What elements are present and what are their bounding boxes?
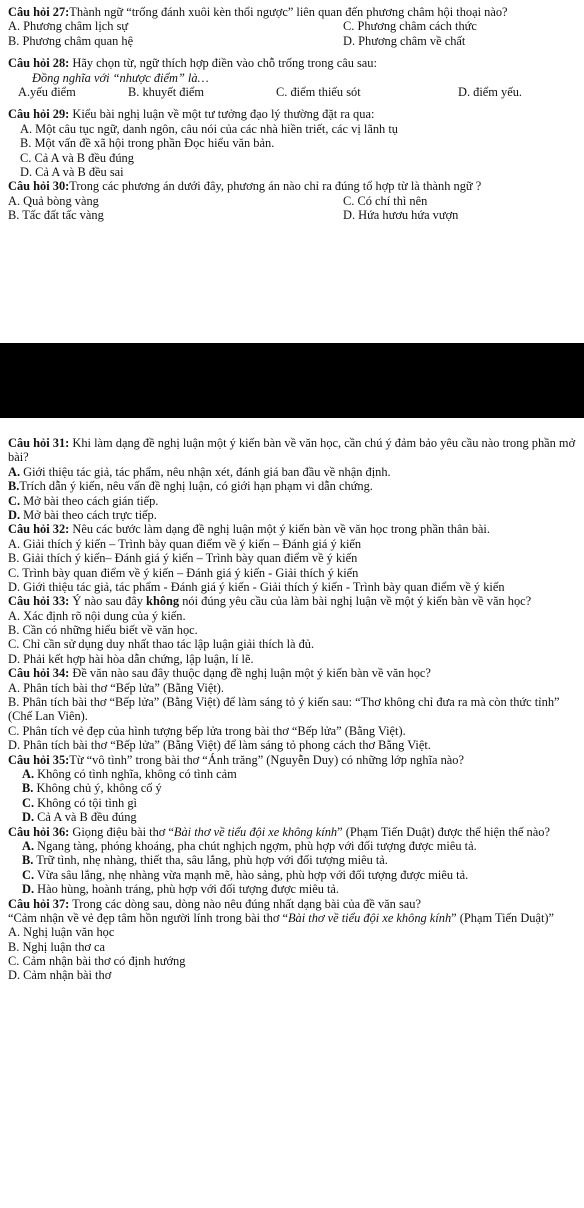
option-b[interactable]: B. Không chủ ý, không cố ý — [22, 781, 162, 796]
option-a[interactable]: A. Xác định rõ nội dung của ý kiến. — [8, 608, 186, 623]
option-c[interactable]: C. Vừa sâu lắng, nhẹ nhàng vừa mạnh mẽ, hào sảng, phù hợp với đối tượng được miêu tả. — [22, 867, 469, 882]
question-prompt: “Cảm nhận về vẻ đẹp tâm hồn người lính trong bài thơ “Bài thơ về tiểu đội xe không kính” (Phạm Tiến Duật)” — [8, 910, 555, 925]
question-text: Câu hỏi 36: Giọng điệu bài thơ “Bài thơ về tiểu đội xe không kính” (Phạm Tiến Duật) được thể hiện thế nào? — [8, 824, 550, 839]
option-c[interactable]: C. điểm thiếu sót — [276, 84, 361, 99]
question-37 — [8, 897, 576, 983]
option-d[interactable]: D. điểm yếu. — [458, 84, 523, 99]
option-d[interactable]: D. Mở bài theo cách trực tiếp. — [8, 507, 157, 522]
option-a[interactable]: A. Một câu tục ngữ, danh ngôn, câu nói của các nhà hiền triết, các vị lãnh tụ — [20, 121, 398, 136]
question-number: Câu hỏi 35: — [8, 752, 70, 767]
question-text: Câu hỏi 28: Hãy chọn từ, ngữ thích hợp điền vào chỗ trống trong câu sau: — [8, 56, 377, 71]
option-b[interactable]: B. Một vấn đề xã hội trong phần Đọc hiểu văn bản. — [20, 136, 275, 151]
question-prompt: Đồng nghĩa với “nhược điểm” là… — [32, 70, 209, 85]
question-31 — [8, 436, 576, 522]
option-d[interactable]: D. Cả A và B đều đúng — [22, 810, 137, 825]
option-b[interactable]: B. Trữ tình, nhẹ nhàng, thiết tha, sâu lắng, phù hợp với đối tượng miêu tả. — [22, 853, 388, 868]
option-a[interactable]: A. Giới thiệu tác giả, tác phẩm, nêu nhận xét, đánh giá ban đầu về nhận định. — [8, 464, 391, 479]
question-28 — [8, 56, 576, 99]
option-a[interactable]: A. Phân tích bài thơ “Bếp lửa” (Bằng Việt). — [8, 680, 225, 695]
option-c[interactable]: C. Trình bày quan điểm về ý kiến – Đánh giá ý kiến - Giải thích ý kiến — [8, 565, 359, 580]
question-34 — [8, 666, 576, 752]
question-32 — [8, 522, 576, 594]
options-row — [8, 19, 576, 33]
question-number: Câu hỏi 37: — [8, 896, 70, 911]
option-a[interactable]: A. Nghị luận văn học — [8, 925, 115, 940]
option-b[interactable]: B.Trích dẫn ý kiến, nêu vấn đề nghị luận, có giới hạn phạm vi dẫn chứng. — [8, 479, 373, 494]
option-c[interactable]: C. Phân tích vẻ đẹp của hình tượng bếp lửa trong bài thơ “Bếp lửa” (Bằng Việt). — [8, 723, 406, 738]
page-top — [8, 5, 576, 222]
option-a[interactable]: A.yếu điểm — [18, 84, 76, 99]
question-text: Câu hỏi 31: Khi làm dạng đề nghị luận một ý kiến bàn về văn học, cần chú ý đảm bảo yêu cầu nào trong phần mở bài? — [8, 436, 576, 465]
question-29 — [8, 107, 576, 179]
black-separator-bar — [0, 343, 584, 418]
question-number: Câu hỏi 32: — [8, 522, 70, 537]
question-35 — [8, 753, 576, 825]
option-b[interactable]: B. Nghị luận thơ ca — [8, 939, 106, 954]
question-text: Câu hỏi 34: Đề văn nào sau đây thuộc dạng đề nghị luận một ý kiến bàn về văn học? — [8, 666, 431, 681]
option-b[interactable]: B. Phân tích bài thơ “Bếp lửa” (Bằng Việt) để làm sáng tỏ ý kiến sau: “Thơ không chỉ đưa ra mà còn thức tỉnh” (Chế Lan Viên). — [8, 695, 560, 724]
option-b[interactable]: B. Giải thích ý kiến– Đánh giá ý kiến – Trình bày quan điểm về ý kiến — [8, 551, 358, 566]
question-36 — [8, 825, 576, 897]
question-number: Câu hỏi 28: — [8, 56, 70, 71]
question-text: Câu hỏi 30:Trong các phương án dưới đây, phương án nào chỉ ra đúng tổ hợp từ là thành ngữ ? — [8, 179, 482, 194]
option-a[interactable]: A. Ngang tàng, phóng khoáng, pha chút nghịch ngợm, phù hợp với đối tượng được miêu tả. — [22, 838, 477, 853]
question-number: Câu hỏi 33: — [8, 594, 70, 609]
question-33 — [8, 594, 576, 666]
question-text: Câu hỏi 37: Trong các dòng sau, dòng nào nêu đúng nhất dạng bài của đề văn sau? — [8, 896, 421, 911]
option-c[interactable]: C. Chỉ cần sử dụng duy nhất thao tác lập luận giải thích là đủ. — [8, 637, 315, 652]
question-27 — [8, 5, 576, 48]
question-number: Câu hỏi 36: — [8, 824, 70, 839]
question-text: Câu hỏi 27:Thành ngữ “trống đánh xuôi kèn thổi ngược” liên quan đến phương châm hội thoại nào? — [8, 5, 508, 19]
option-d[interactable]: D. Phương châm về chất — [343, 33, 466, 48]
question-number: Câu hỏi 30: — [8, 179, 70, 194]
option-b[interactable]: B. khuyết điểm — [128, 84, 205, 99]
option-d[interactable]: D. Phân tích bài thơ “Bếp lửa” (Bằng Việt) để làm sáng tỏ phong cách thơ Bằng Việt. — [8, 738, 431, 753]
option-a[interactable]: A. Giải thích ý kiến – Trình bày quan điểm về ý kiến – Đánh giá ý kiến — [8, 536, 362, 551]
option-c[interactable]: C. Cảm nhận bài thơ có định hướng — [8, 954, 186, 969]
option-c[interactable]: C. Không có tội tình gì — [22, 795, 137, 810]
option-c[interactable]: C. Cả A và B đều đúng — [20, 150, 134, 165]
question-number: Câu hỏi 29: — [8, 107, 70, 122]
options-row — [8, 34, 576, 48]
option-a[interactable]: A. Phương châm lịch sự — [8, 19, 129, 34]
option-d[interactable]: D. Cả A và B đều sai — [20, 164, 124, 179]
option-d[interactable]: D. Cảm nhận bài thơ — [8, 968, 112, 983]
option-d[interactable]: D. Hào hùng, hoành tráng, phù hợp với đối tượng được miêu tả. — [22, 882, 340, 897]
question-30 — [8, 179, 576, 222]
question-number: Câu hỏi 34: — [8, 666, 70, 681]
question-number: Câu hỏi 27: — [8, 5, 70, 19]
option-d[interactable]: D. Hứa hươu hứa vượn — [343, 208, 459, 223]
page-bottom — [8, 436, 576, 983]
question-text: Câu hỏi 29: Kiểu bài nghị luận về một tư tưởng đạo lý thường đặt ra qua: — [8, 107, 375, 122]
option-d[interactable]: D. Giới thiệu tác giả, tác phẩm - Đánh giá ý kiến - Giải thích ý kiến - Trình bày quan điểm về ý kiến — [8, 579, 505, 594]
question-number: Câu hỏi 31: — [8, 436, 70, 450]
option-d[interactable]: D. Phải kết hợp hài hòa dẫn chứng, lập luận, lí lẽ. — [8, 651, 254, 666]
option-a[interactable]: A. Không có tình nghĩa, không có tình cảm — [22, 766, 237, 781]
options-row — [8, 194, 576, 208]
options-row — [8, 208, 576, 222]
option-c[interactable]: C. Mở bài theo cách gián tiếp. — [8, 493, 159, 508]
option-b[interactable]: B. Phương châm quan hệ — [8, 33, 134, 48]
question-text: Câu hỏi 35:Từ “vô tình” trong bài thơ “Ánh trăng” (Nguyễn Duy) có những lớp nghĩa nào? — [8, 752, 464, 767]
options-row — [18, 85, 576, 99]
option-a[interactable]: A. Quả bòng vàng — [8, 193, 99, 208]
question-text: Câu hỏi 32: Nêu các bước làm dạng đề nghị luận một ý kiến bàn về văn học trong phần thân bài. — [8, 522, 490, 537]
option-b[interactable]: B. Cần có những hiểu biết về văn học. — [8, 623, 198, 638]
option-c[interactable]: C. Có chí thì nên — [343, 193, 428, 208]
option-c[interactable]: C. Phương châm cách thức — [343, 19, 477, 34]
option-b[interactable]: B. Tấc đất tấc vàng — [8, 208, 104, 223]
question-text: Câu hỏi 33: Ý nào sau đây không nói đúng yêu cầu của làm bài nghị luận về một ý kiến bàn về văn học? — [8, 594, 532, 609]
